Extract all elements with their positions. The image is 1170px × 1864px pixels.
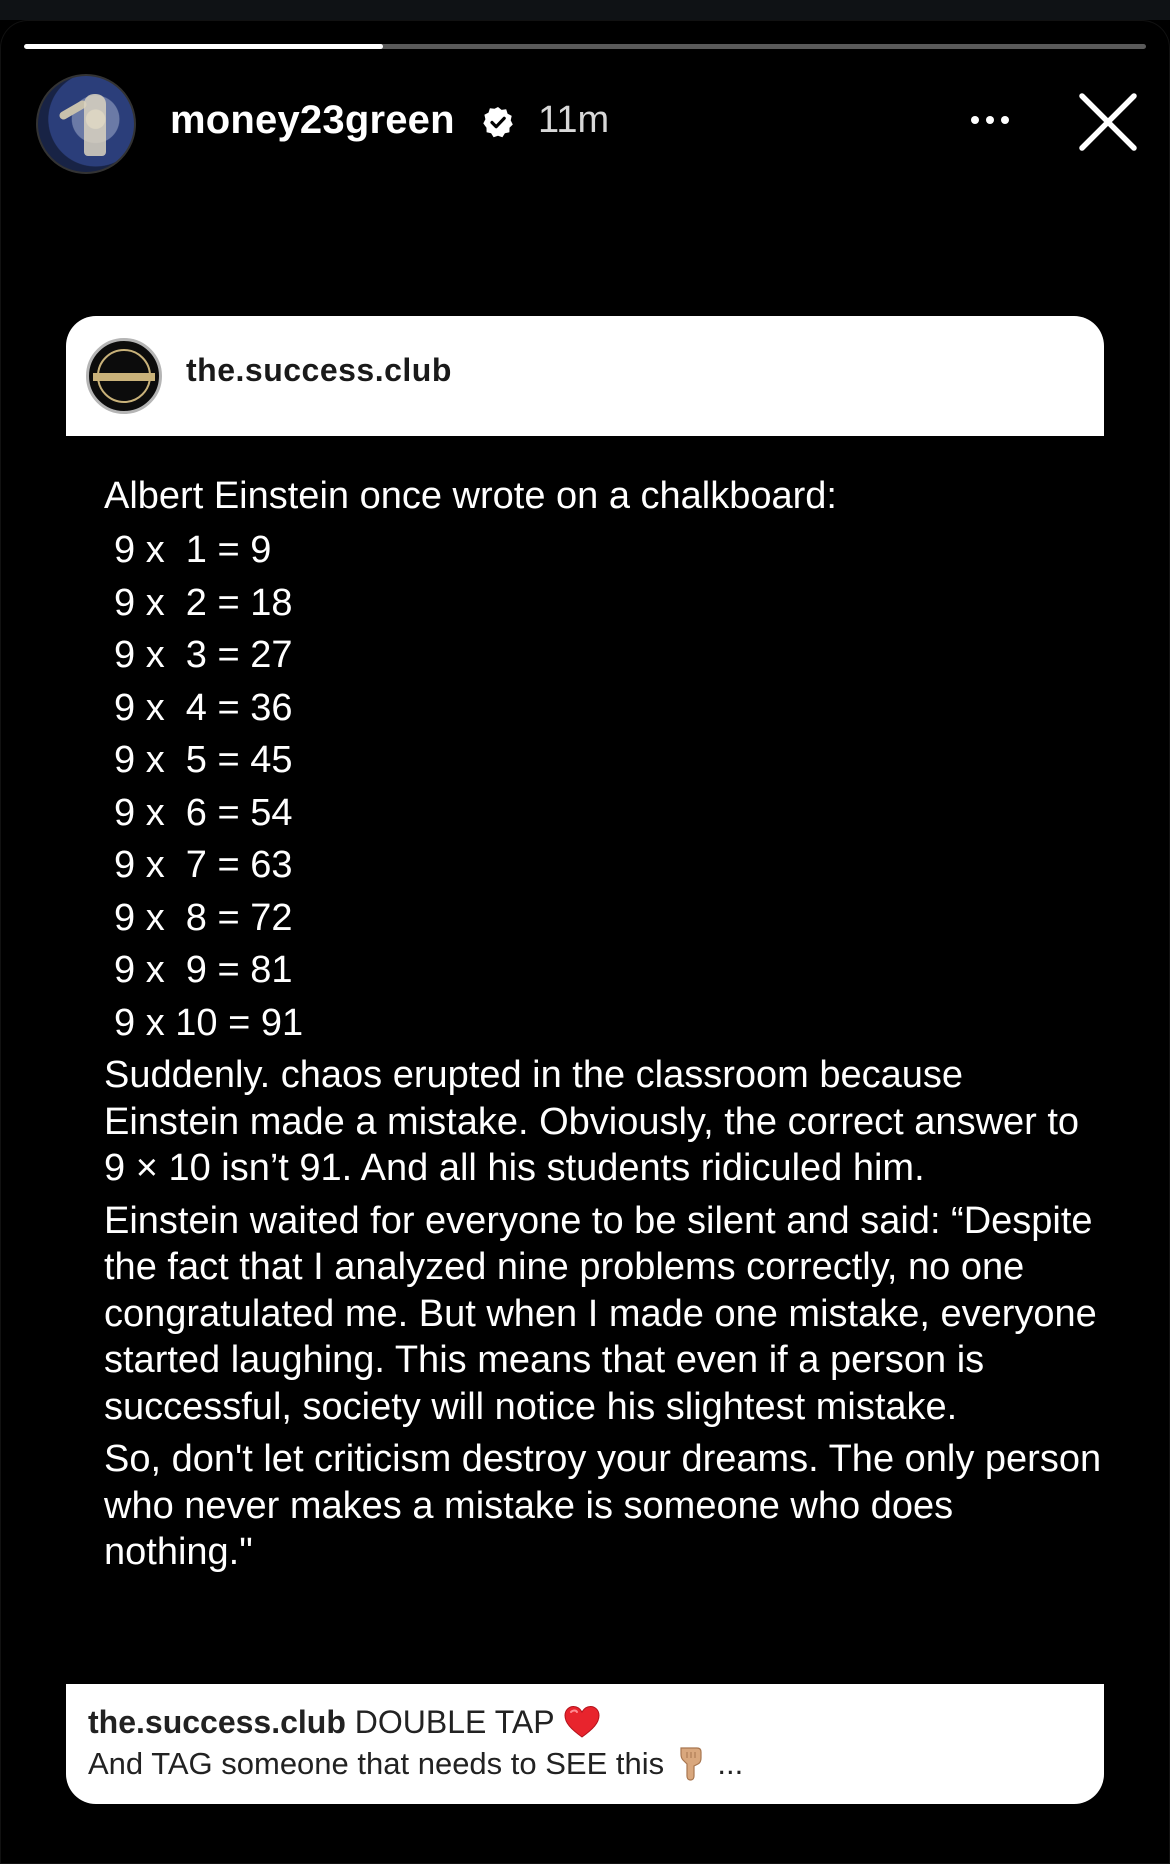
story-username[interactable]: money23green	[170, 98, 455, 142]
caption-line2-text: And TAG someone that needs to SEE this	[88, 1746, 665, 1781]
equation-line: 9 x 4 = 36	[114, 686, 293, 729]
equation-line: 9 x 10 = 91	[114, 1001, 304, 1044]
post-intro-text: Albert Einstein once wrote on a chalkboard:	[104, 475, 837, 517]
story-progress-fill	[24, 44, 383, 49]
equation-line: 9 x 2 = 18	[114, 581, 293, 624]
more-dot	[1001, 116, 1009, 124]
post-caption[interactable]	[66, 1684, 1104, 1804]
shared-post-header[interactable]	[66, 316, 1104, 436]
caption-line1-text: DOUBLE TAP	[345, 1704, 554, 1740]
close-icon[interactable]	[1076, 90, 1140, 154]
equation-list	[114, 524, 303, 1049]
story-progress-bar	[24, 44, 1146, 49]
red-heart-icon	[563, 1705, 601, 1739]
more-horizontal-icon[interactable]	[960, 100, 1020, 140]
status-strip	[0, 0, 1170, 20]
equation-line: 9 x 1 = 9	[114, 529, 272, 571]
equation-line: 9 x 8 = 72	[114, 896, 293, 939]
more-dot	[971, 116, 979, 124]
caption-ellipsis: ...	[708, 1746, 744, 1781]
caption-line-1	[88, 1704, 601, 1741]
story-paragraph: So, don't let criticism destroy your dreams. The only person who never makes a mistake is someone who does nothing."	[104, 1438, 1102, 1573]
post-story-text	[104, 1052, 1104, 1582]
story-paragraph: Suddenly. chaos erupted in the classroom because Einstein made a mistake. Obviously, the correct answer to 9 × 10 isn’t 91. And all his students ridiculed him.	[104, 1054, 1080, 1189]
equation-line: 9 x 3 = 27	[114, 634, 293, 676]
equation-line: 9 x 7 = 63	[114, 844, 293, 886]
shared-post-account[interactable]: the.success.club	[186, 352, 452, 388]
equation-line: 9 x 9 = 81	[114, 949, 293, 991]
verified-badge-icon	[482, 106, 514, 138]
avatar-figure	[84, 94, 106, 156]
story-time-ago: 11m	[538, 99, 610, 141]
avatar[interactable]	[36, 74, 136, 174]
shared-post-image	[66, 436, 1104, 1684]
story-paragraph: Einstein waited for everyone to be silent and said: “Despite the fact that I analyzed nine problems correctly, no one congratulated me. But when I made one mistake, everyone started laughing. This means that even if a person is successful, society will notice his slightest mistake.	[104, 1199, 1097, 1428]
pointing-down-hand-icon	[677, 1744, 705, 1782]
caption-account: the.success.club	[88, 1704, 346, 1740]
success-club-logo-icon	[86, 338, 162, 414]
more-dot	[986, 116, 994, 124]
caption-line-2	[88, 1744, 743, 1782]
logo-bar	[93, 373, 155, 381]
equation-line: 9 x 5 = 45	[114, 739, 293, 781]
equation-line: 9 x 6 = 54	[114, 791, 293, 834]
